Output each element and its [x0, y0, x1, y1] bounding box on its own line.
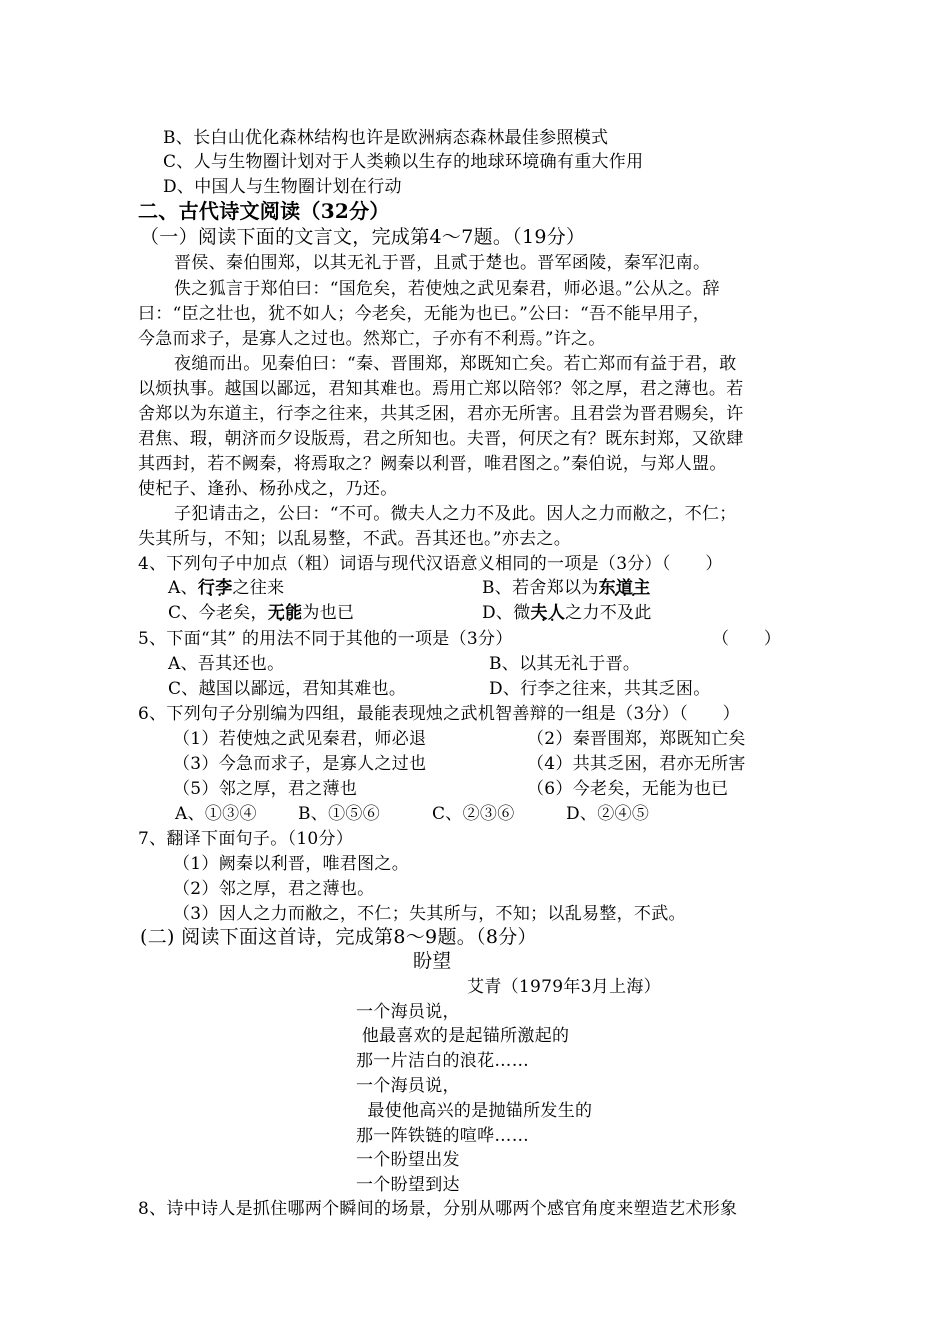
option-suffix: 之往来 — [232, 578, 285, 598]
q6-option-d: D、②④⑤ — [566, 804, 650, 824]
dotted-word: 无能 • • — [268, 603, 303, 623]
passage-line: 使杞子、逢孙、杨孙戍之，乃还。 — [138, 479, 398, 499]
passage-line: 子犯请击之，公曰：“不可。微夫人之力不及此。因人之力而敝之，不仁； — [174, 504, 737, 524]
poem-line: 一个海员说， — [356, 1076, 460, 1096]
q4-stem: 4、下列句子中加点（粗）词语与现代汉语意义相同的一项是（3分）（ ） — [138, 554, 723, 574]
q6-option-a: A、①③④ — [175, 804, 257, 824]
q3-option-d: D、中国人与生物圈计划在行动 — [163, 177, 402, 197]
q6-sentence-6: （6）今老矣，无能为也已 — [527, 779, 729, 799]
q4-option-b — [482, 577, 651, 599]
poem-line: 最使他高兴的是抛锚所发生的 — [356, 1101, 593, 1121]
poem-line: 一个盼望到达 — [356, 1175, 460, 1195]
poem-line: 一个海员说， — [356, 1002, 460, 1022]
q6-sentence-2: （2）秦晋围郑，郑既知亡矣 — [527, 729, 746, 749]
section2-title: 二、古代诗文阅读（32分） — [138, 199, 390, 223]
option-suffix: 为也已 — [302, 603, 355, 623]
dotted-word: 夫人 • • — [531, 603, 566, 623]
part2-title: (二) 阅读下面这首诗，完成第8～9题。（8分） — [140, 926, 537, 948]
dotted-word: 行李 • • — [198, 578, 233, 598]
passage-line: 君焦、瑕，朝济而夕设版焉，君之所知也。夫晋，何厌之有？既东封郑，又欲肆 — [138, 429, 744, 449]
option-prefix: A、 — [168, 578, 198, 598]
q6-sentence-1: （1）若使烛之武见秦君，师必退 — [173, 729, 427, 749]
passage-line: 失其所与，不知；以乱易整，不武。吾其还也。”亦去之。 — [138, 529, 571, 549]
q6-stem: 6、下列句子分别编为四组，最能表现烛之武机智善辩的一组是（3分）（ ） — [138, 704, 740, 724]
q3-option-c: C、人与生物圈计划对于人类赖以生存的地球环境确有重大作用 — [163, 152, 644, 172]
q8-stem: 8、诗中诗人是抓住哪两个瞬间的场景，分别从哪两个感官角度来塑造艺术形象 — [138, 1199, 738, 1219]
q4-option-a — [168, 577, 284, 599]
part1-title: （一）阅读下面的文言文，完成第4～7题。（19分） — [140, 226, 586, 248]
q7-sentence-3: （3）因人之力而敝之，不仁；失其所与，不知；以乱易整，不武。 — [173, 904, 686, 924]
q7-sentence-2: （2）邻之厚，君之薄也。 — [173, 879, 375, 899]
poem-line: 一个盼望出发 — [356, 1150, 460, 1170]
q6-sentence-5: （5）邻之厚，君之薄也 — [173, 779, 358, 799]
q6-option-b: B、①⑤⑥ — [298, 804, 380, 824]
q5-stem: 5、下面“其” 的用法不同于其他的一项是（3分） — [138, 629, 513, 649]
passage-line: 晋侯、秦伯围郑，以其无礼于晋，且贰于楚也。晋军函陵，秦军氾南。 — [174, 253, 711, 273]
passage-line: 以烦执事。越国以鄙远，君知其难也。焉用亡郑以陪邻？邻之厚，君之薄也。若 — [138, 379, 744, 399]
q5-answer-paren: （ ） — [712, 629, 782, 649]
poem-line: 那一阵铁链的喧哗…… — [356, 1126, 529, 1146]
option-prefix: B、若舍郑以为 — [482, 578, 599, 598]
poem-line: 他最喜欢的是起锚所激起的 — [356, 1026, 570, 1046]
q4-option-d — [482, 602, 652, 624]
q3-option-b: B、长白山优化森林结构也许是欧洲病态森林最佳参照模式 — [163, 128, 609, 148]
q6-sentence-3: （3）今急而求子，是寡人之过也 — [173, 754, 427, 774]
passage-line: 今急而求子，是寡人之过也。然郑亡，子亦有不利焉。”许之。 — [138, 329, 606, 349]
q7-stem: 7、翻译下面句子。（10分） — [138, 829, 354, 849]
option-prefix: D、微 — [482, 603, 531, 623]
passage-line: 夜缒而出。见秦伯曰：“秦、晋围郑，郑既知亡矣。若亡郑而有益于君，敢 — [174, 354, 737, 374]
q5-option-b: B、以其无礼于晋。 — [489, 654, 641, 674]
option-prefix: C、今老矣， — [168, 603, 268, 623]
q5-option-a: A、吾其还也。 — [168, 654, 285, 674]
q6-option-c: C、②③⑥ — [432, 804, 515, 824]
poem-title: 盼望 — [413, 950, 452, 972]
passage-line: 其西封，若不阙秦，将焉取之？阙秦以利晋，唯君图之。”秦伯说，与郑人盟。 — [138, 454, 727, 474]
q5-option-d: D、行李之往来，共其乏困。 — [489, 679, 711, 699]
passage-line: 曰：“臣之壮也，犹不如人；今老矣，无能为也已。”公曰：“吾不能早用子， — [138, 304, 711, 324]
q5-option-c: C、越国以鄙远，君知其难也。 — [168, 679, 407, 699]
passage-line: 佚之狐言于郑伯曰：“国危矣，若使烛之武见秦君，师必退。”公从之。辞 — [174, 279, 720, 299]
passage-line: 舍郑以为东道主，行李之往来，共其乏困，君亦无所害。且君尝为晋君赐矣，许 — [138, 404, 744, 424]
q4-option-c — [168, 602, 354, 624]
option-suffix: 之力不及此 — [565, 603, 652, 623]
q6-sentence-4: （4）共其乏困，君亦无所害 — [527, 754, 746, 774]
dotted-word: 东道主 • • • — [599, 578, 651, 598]
poem-author: 艾青（1979年3月上海） — [467, 977, 661, 997]
q7-sentence-1: （1）阙秦以利晋，唯君图之。 — [173, 854, 410, 874]
poem-line: 那一片洁白的浪花…… — [356, 1051, 529, 1071]
